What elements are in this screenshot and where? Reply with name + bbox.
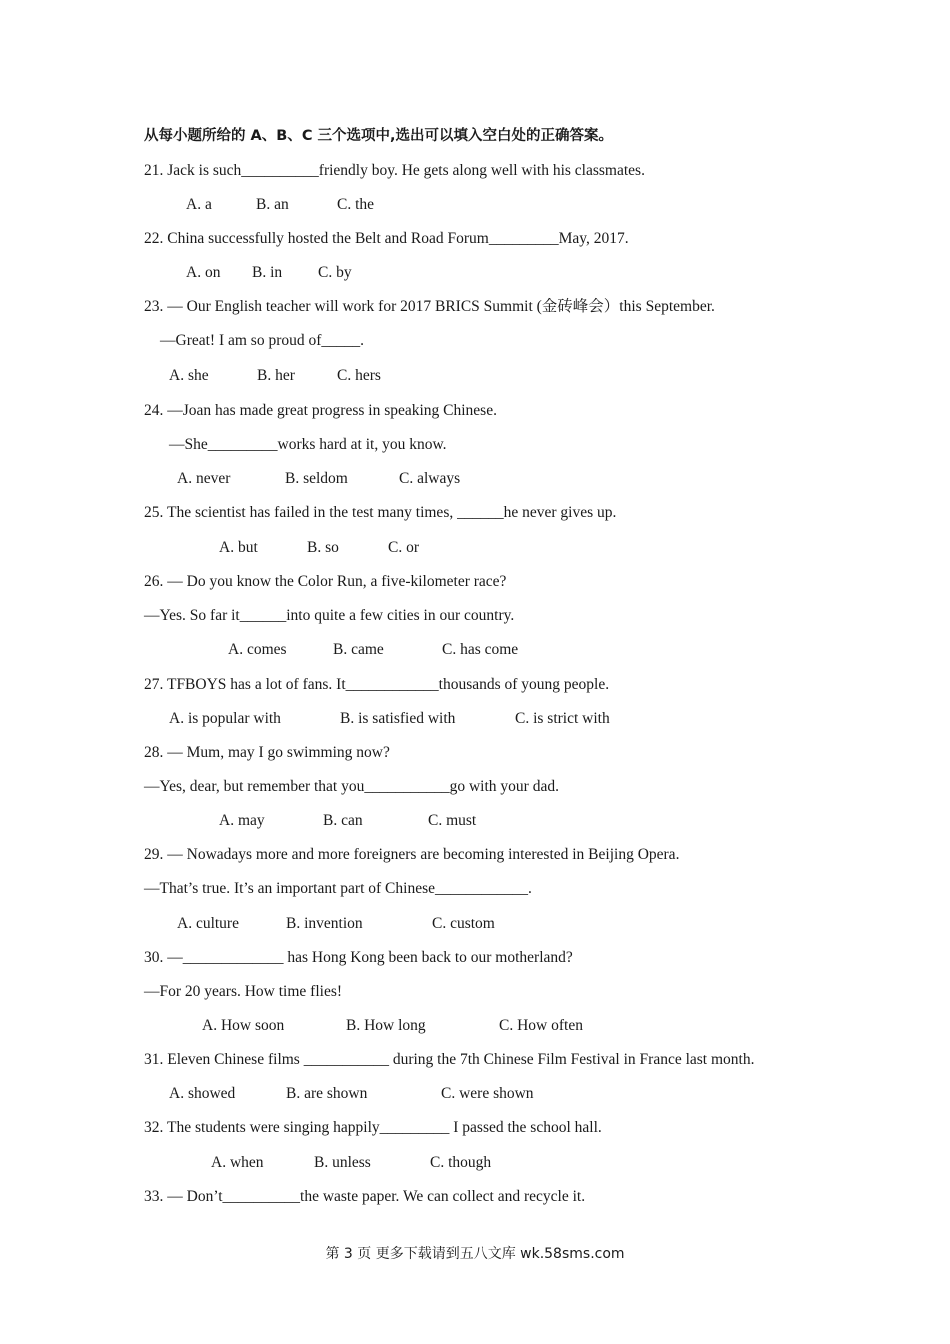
question-24-reply: —She_________works hard at it, you know. — [169, 436, 447, 453]
q24-option-b: B. seldom — [285, 470, 348, 487]
question-25: 25. The scientist has failed in the test many times, ______he never gives up. — [144, 504, 617, 521]
q27-option-c: C. is strict with — [515, 710, 610, 727]
q23-option-c: C. hers — [337, 367, 381, 384]
q24-option-a: A. never — [177, 470, 231, 487]
q25-option-c: C. or — [388, 539, 419, 556]
question-32: 32. The students were singing happily_________ I passed the school hall. — [144, 1119, 602, 1136]
q21-option-c: C. the — [337, 196, 375, 213]
q31-option-a: A. showed — [169, 1085, 236, 1102]
q26-option-c: C. has come — [442, 641, 519, 658]
q27-option-a: A. is popular with — [169, 710, 281, 727]
q22-option-b: B. in — [252, 264, 283, 281]
question-24: 24. —Joan has made great progress in speaking Chinese. — [144, 402, 497, 419]
q21-option-a: A. a — [186, 196, 212, 213]
q31-option-b: B. are shown — [286, 1085, 368, 1102]
q32-option-a: A. when — [211, 1154, 264, 1171]
question-31: 31. Eleven Chinese films ___________ during the 7th Chinese Film Festival in France last month. — [144, 1051, 755, 1068]
question-22: 22. China successfully hosted the Belt and Road Forum_________May, 2017. — [144, 230, 629, 247]
q30-option-c: C. How often — [499, 1017, 583, 1034]
question-30-reply: —For 20 years. How time flies! — [144, 983, 343, 1000]
q31-option-c: C. were shown — [441, 1085, 534, 1102]
question-29: 29. — Nowadays more and more foreigners are becoming interested in Beijing Opera. — [144, 846, 680, 863]
question-29-reply: —That’s true. It’s an important part of Chinese____________. — [144, 880, 532, 897]
q28-option-c: C. must — [428, 812, 477, 829]
question-28: 28. — Mum, may I go swimming now? — [144, 744, 390, 761]
q30-option-a: A. How soon — [202, 1017, 285, 1034]
question-21: 21. Jack is such__________friendly boy. He gets along well with his classmates. — [144, 162, 645, 179]
q25-option-a: A. but — [219, 539, 258, 556]
question-23-reply: —Great! I am so proud of_____. — [160, 332, 365, 349]
q29-option-c: C. custom — [432, 915, 495, 932]
q28-option-b: B. can — [323, 812, 363, 829]
q25-option-b: B. so — [307, 539, 339, 556]
question-23: 23. — Our English teacher will work for 2017 BRICS Summit (金砖峰会）this September. — [144, 298, 715, 315]
q22-option-a: A. on — [186, 264, 221, 281]
question-30: 30. —_____________ has Hong Kong been back to our motherland? — [144, 949, 573, 966]
q32-option-b: B. unless — [314, 1154, 371, 1171]
q23-option-b: B. her — [257, 367, 295, 384]
q23-option-a: A. she — [169, 367, 209, 384]
question-27: 27. TFBOYS has a lot of fans. It____________thousands of young people. — [144, 676, 610, 693]
q32-option-c: C. though — [430, 1154, 492, 1171]
q27-option-b: B. is satisfied with — [340, 710, 456, 727]
q26-option-b: B. came — [333, 641, 384, 658]
question-33: 33. — Don’t__________the waste paper. We can collect and recycle it. — [144, 1188, 586, 1205]
instruction-text: 从每小题所给的 A、B、C 三个选项中,选出可以填入空白处的正确答案。 — [144, 128, 614, 144]
q26-option-a: A. comes — [228, 641, 287, 658]
q29-option-a: A. culture — [177, 915, 239, 932]
q28-option-a: A. may — [219, 812, 265, 829]
question-26: 26. — Do you know the Color Run, a five-kilometer race? — [144, 573, 507, 590]
q21-option-b: B. an — [256, 196, 289, 213]
page-footer: 第 3 页 更多下载请到五八文库 wk.58sms.com — [325, 1246, 625, 1262]
q22-option-c: C. by — [318, 264, 352, 281]
q24-option-c: C. always — [399, 470, 461, 487]
question-26-reply: —Yes. So far it______into quite a few cities in our country. — [144, 607, 515, 624]
q30-option-b: B. How long — [346, 1017, 426, 1034]
q29-option-b: B. invention — [286, 915, 363, 932]
question-28-reply: —Yes, dear, but remember that you___________go with your dad. — [144, 778, 559, 795]
